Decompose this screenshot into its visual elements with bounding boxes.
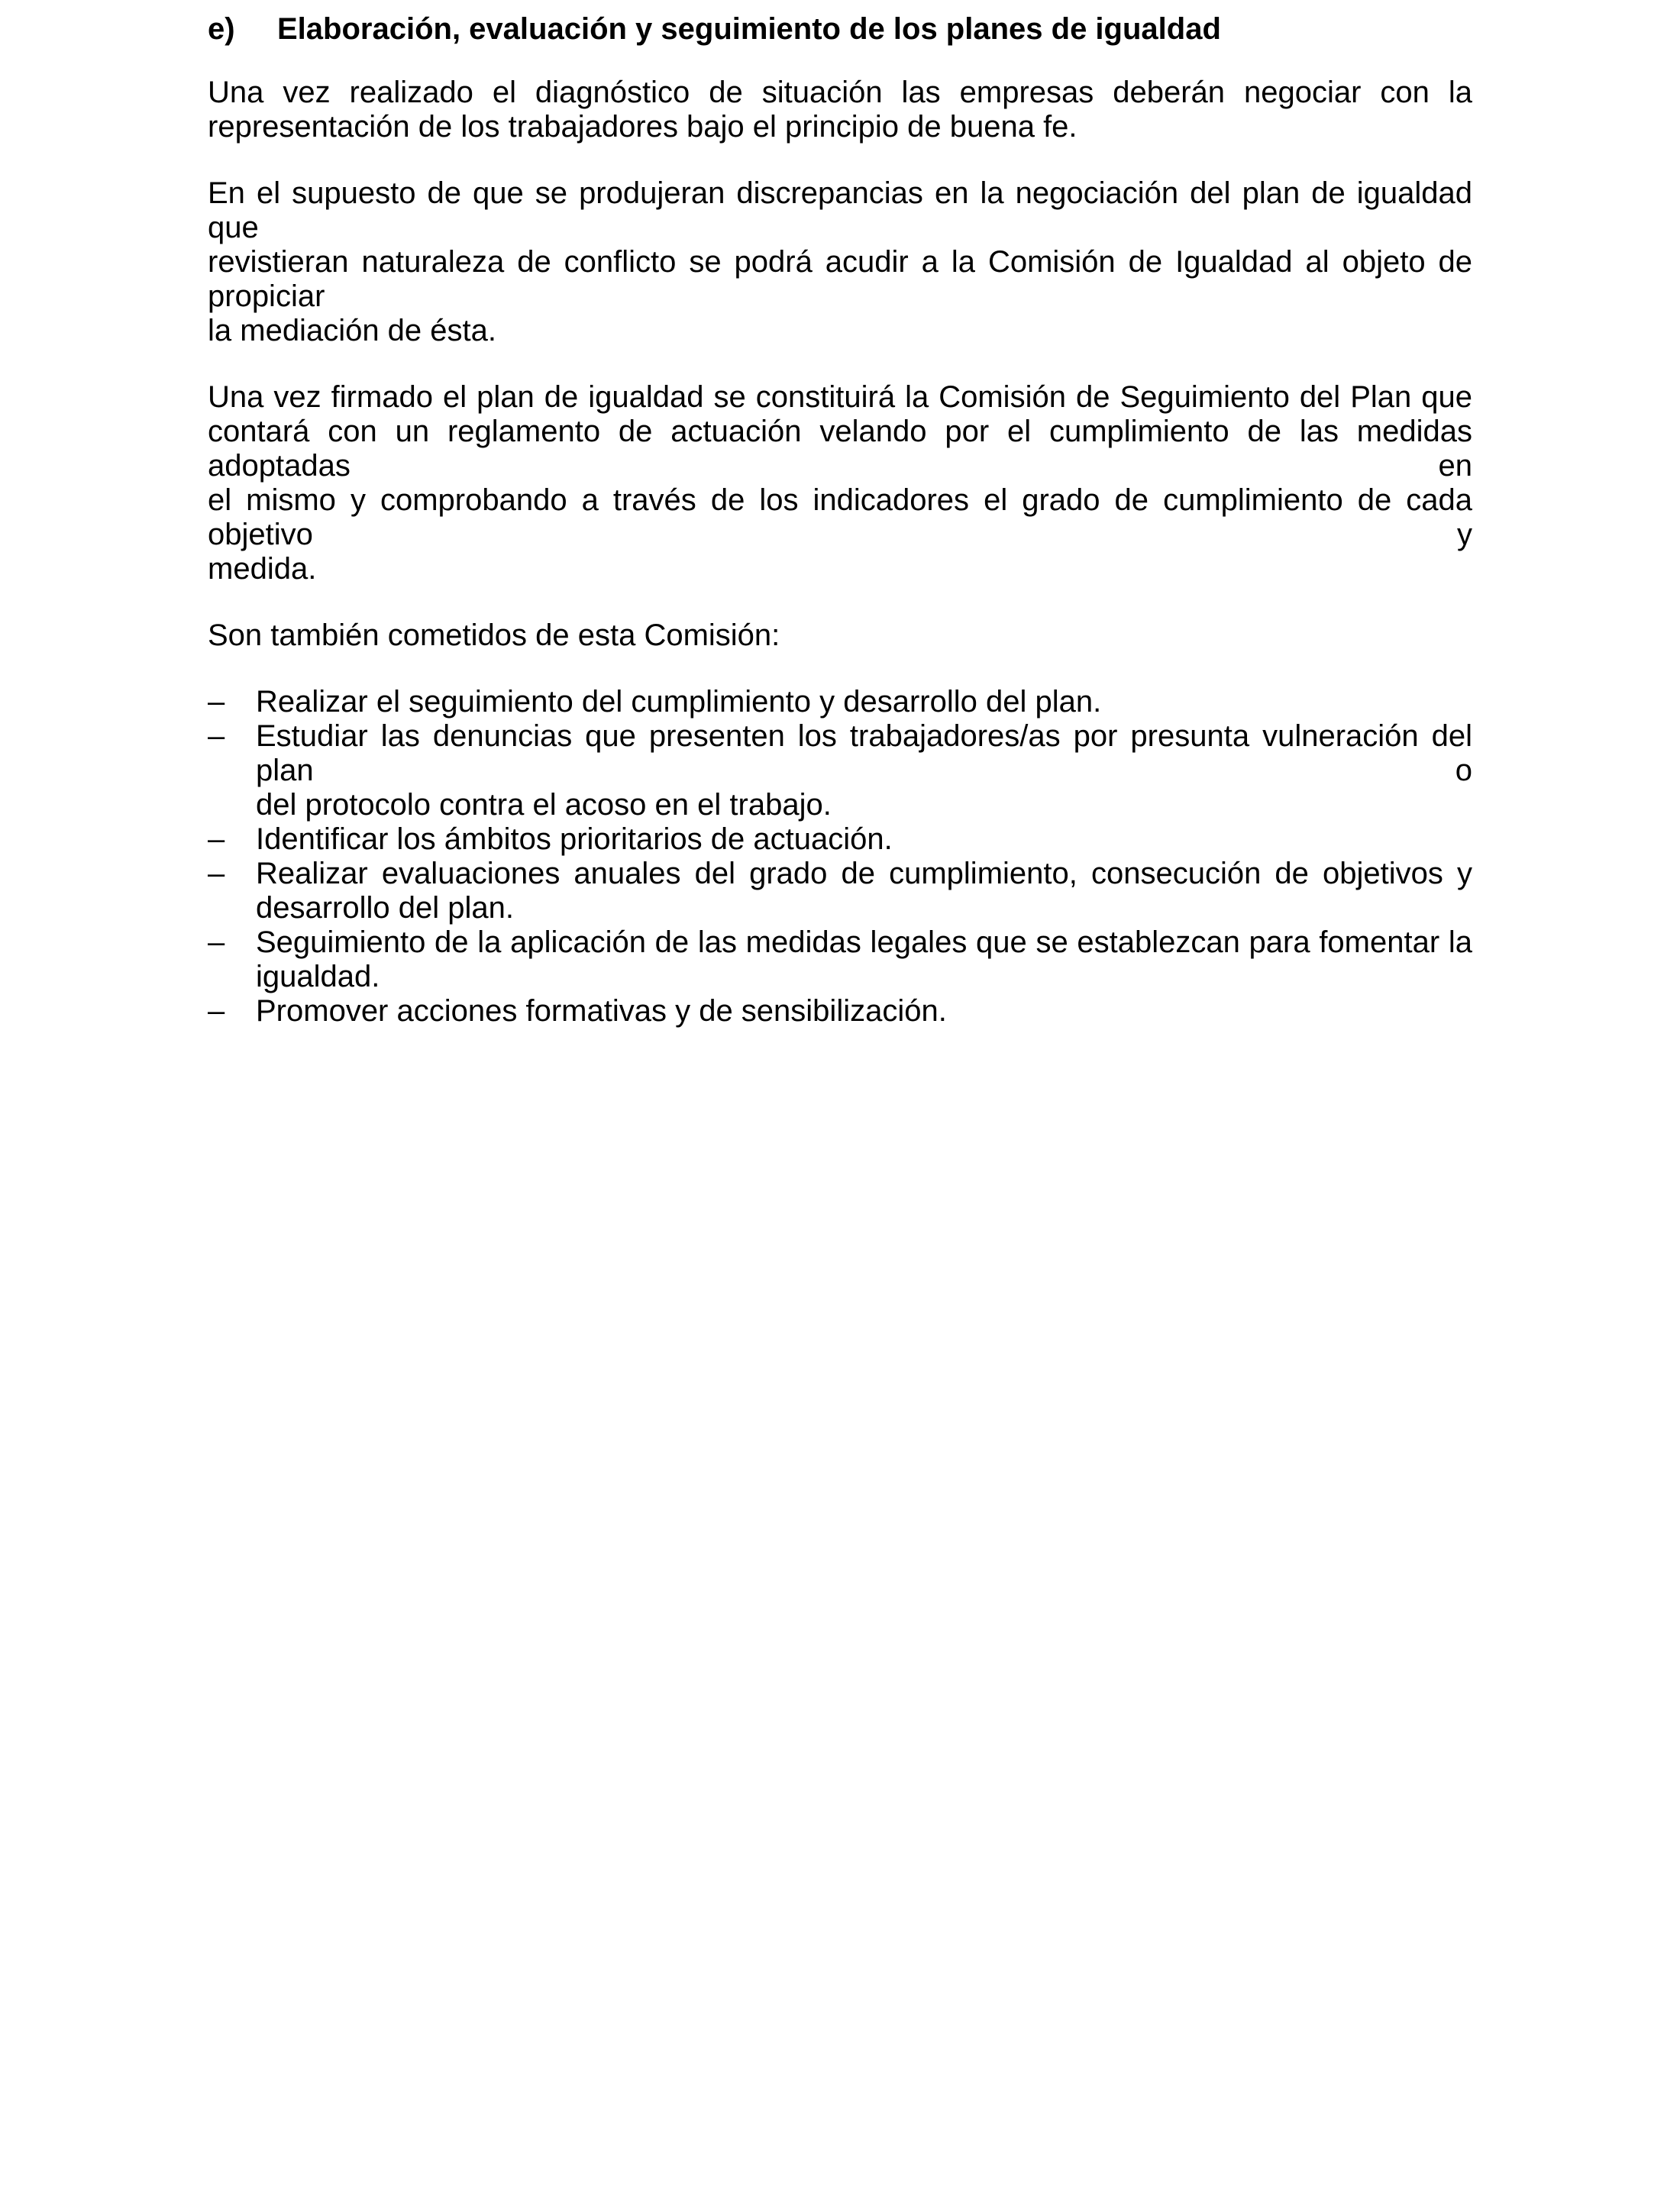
list-item-line: Promover acciones formativas y de sensibilización. — [256, 994, 947, 1028]
section-heading-text: Elaboración, evaluación y seguimiento de los planes de igualdad — [277, 12, 1221, 46]
paragraph-line: Una vez realizado el diagnóstico de situación las empresas deberán negociar con la — [208, 76, 1472, 109]
list-item-text — [256, 822, 1472, 857]
list-item-line: igualdad. — [256, 960, 380, 993]
paragraph-line: revistieran naturaleza de conflicto se podrá acudir a la Comisión de Igualdad al objeto de propiciar — [208, 245, 1472, 313]
dash-marker: – — [208, 925, 225, 959]
document-content — [208, 12, 1472, 1029]
paragraph-line: la mediación de ésta. — [208, 314, 497, 347]
paragraph-line: el mismo y comprobando a través de los indicadores el grado de cumplimiento de cada objetivo y — [208, 483, 1472, 551]
list-item-line: desarrollo del plan. — [256, 891, 514, 925]
list-item — [208, 719, 1472, 822]
paragraph-line: medida. — [208, 552, 317, 586]
list-item-text — [256, 857, 1472, 925]
dash-marker: – — [208, 994, 225, 1028]
list-item — [208, 857, 1472, 925]
body-paragraphs — [208, 76, 1472, 653]
list-item-text — [256, 994, 1472, 1029]
list-item-line: Seguimiento de la aplicación de las medidas legales que se establezcan para fomentar la — [256, 925, 1472, 959]
list-item-line: Identificar los ámbitos prioritarios de actuación. — [256, 822, 893, 856]
section-heading — [208, 12, 1472, 47]
paragraph — [208, 380, 1472, 586]
bullet-list — [208, 685, 1472, 1029]
section-heading-label: e) — [208, 12, 235, 46]
list-item — [208, 925, 1472, 994]
list-item — [208, 685, 1472, 719]
dash-marker: – — [208, 857, 225, 890]
paragraph-line: En el supuesto de que se produjeran discrepancias en la negociación del plan de igualdad que — [208, 176, 1472, 244]
list-item-text — [256, 685, 1472, 719]
paragraph-line: representación de los trabajadores bajo el principio de buena fe. — [208, 110, 1077, 144]
dash-marker: – — [208, 685, 225, 719]
list-item-line: Realizar el seguimiento del cumplimiento y desarrollo del plan. — [256, 685, 1102, 719]
list-item-line: Realizar evaluaciones anuales del grado de cumplimiento, consecución de objetivos y — [256, 857, 1472, 890]
paragraph-line: Una vez firmado el plan de igualdad se constituirá la Comisión de Seguimiento del Plan que — [208, 380, 1472, 414]
paragraph — [208, 176, 1472, 348]
list-item-line: Estudiar las denuncias que presenten los trabajadores/as por presunta vulneración del plan o — [256, 719, 1472, 787]
list-item — [208, 994, 1472, 1029]
dash-marker: – — [208, 719, 225, 753]
paragraph — [208, 76, 1472, 144]
paragraph-line: Son también cometidos de esta Comisión: — [208, 618, 780, 652]
dash-marker: – — [208, 822, 225, 856]
list-item-line: del protocolo contra el acoso en el trabajo. — [256, 788, 832, 822]
list-item — [208, 822, 1472, 857]
list-item-text — [256, 925, 1472, 994]
list-item-text — [256, 719, 1472, 822]
paragraph — [208, 618, 1472, 653]
paragraph-line: contará con un reglamento de actuación velando por el cumplimiento de las medidas adoptadas en — [208, 415, 1472, 483]
